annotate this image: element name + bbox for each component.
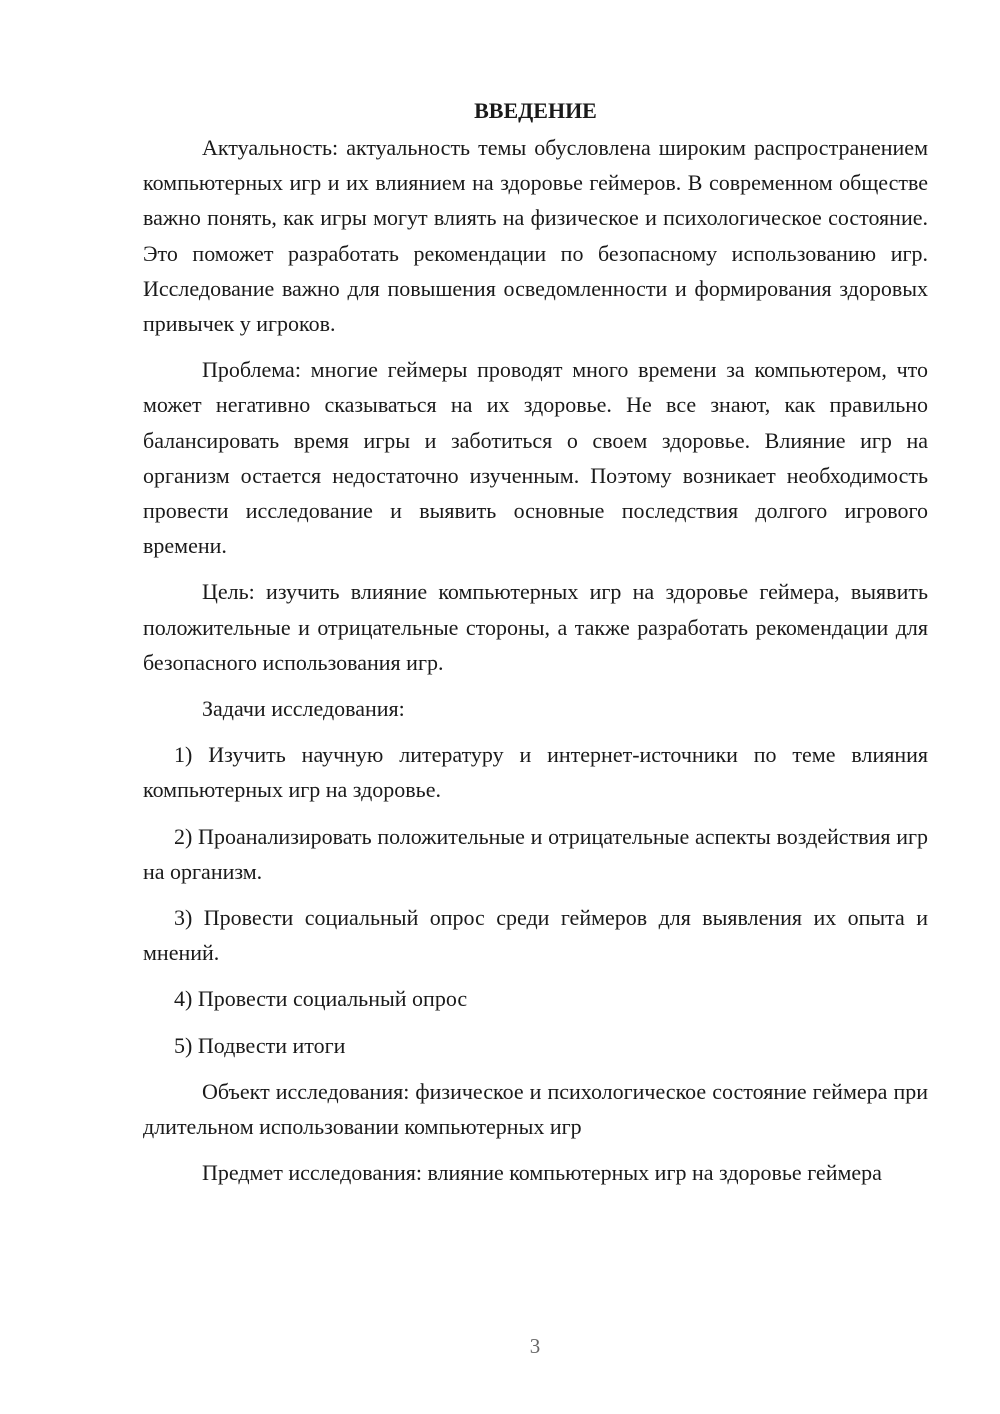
problem-paragraph: Проблема: многие геймеры проводят много времени за компьютером, что может негативно сказываться на их здоровье. Не все знают, как правильно балансировать время игры и заботиться о своем здоровье. Влияние игр на организм остается недостаточно изученным. Поэтому возникает необходимость провести исследование и выявить основные последствия долгого игрового времени. bbox=[143, 357, 928, 559]
task-item-3: 3) Провести социальный опрос среди геймеров для выявления их опыта и мнений. bbox=[143, 905, 928, 966]
task-item-4: 4) Провести социальный опрос bbox=[174, 986, 468, 1012]
section-title: ВВЕДЕНИЕ bbox=[474, 98, 597, 123]
research-object-paragraph: Объект исследования: физическое и психологическое состояние геймера при длительном использовании компьютерных игр bbox=[143, 1078, 928, 1140]
tasks-heading: Задачи исследования: bbox=[202, 696, 405, 722]
task-item-5: 5) Подвести итоги bbox=[174, 1032, 346, 1058]
goal-paragraph: Цель: изучить влияние компьютерных игр на здоровье геймера, выявить положительные и отрицательные стороны, а также разработать рекомендации для безопасного использования игр. bbox=[143, 579, 928, 675]
page-body bbox=[143, 96, 928, 1190]
research-subject-paragraph: Предмет исследования: влияние компьютерных игр на здоровье геймера bbox=[202, 1160, 882, 1186]
page-number: 3 bbox=[529, 1334, 541, 1358]
task-item-1: 1) Изучить научную литературу и интернет-источники по теме влияния компьютерных игр на здоровье. bbox=[143, 742, 928, 803]
relevance-paragraph: Актуальность: актуальность темы обусловлена широким распространением компьютерных игр и их влиянием на здоровье геймеров. В современном обществе важно понять, как игры могут влиять на физическое и психологическое состояние. Это поможет разработать рекомендации по безопасному использованию игр. Исследование важно для повышения осведомленности и формирования здоровых привычек у игроков. bbox=[143, 135, 928, 337]
task-item-2: 2) Проанализировать положительные и отрицательные аспекты воздействия игр на организм. bbox=[143, 823, 928, 884]
